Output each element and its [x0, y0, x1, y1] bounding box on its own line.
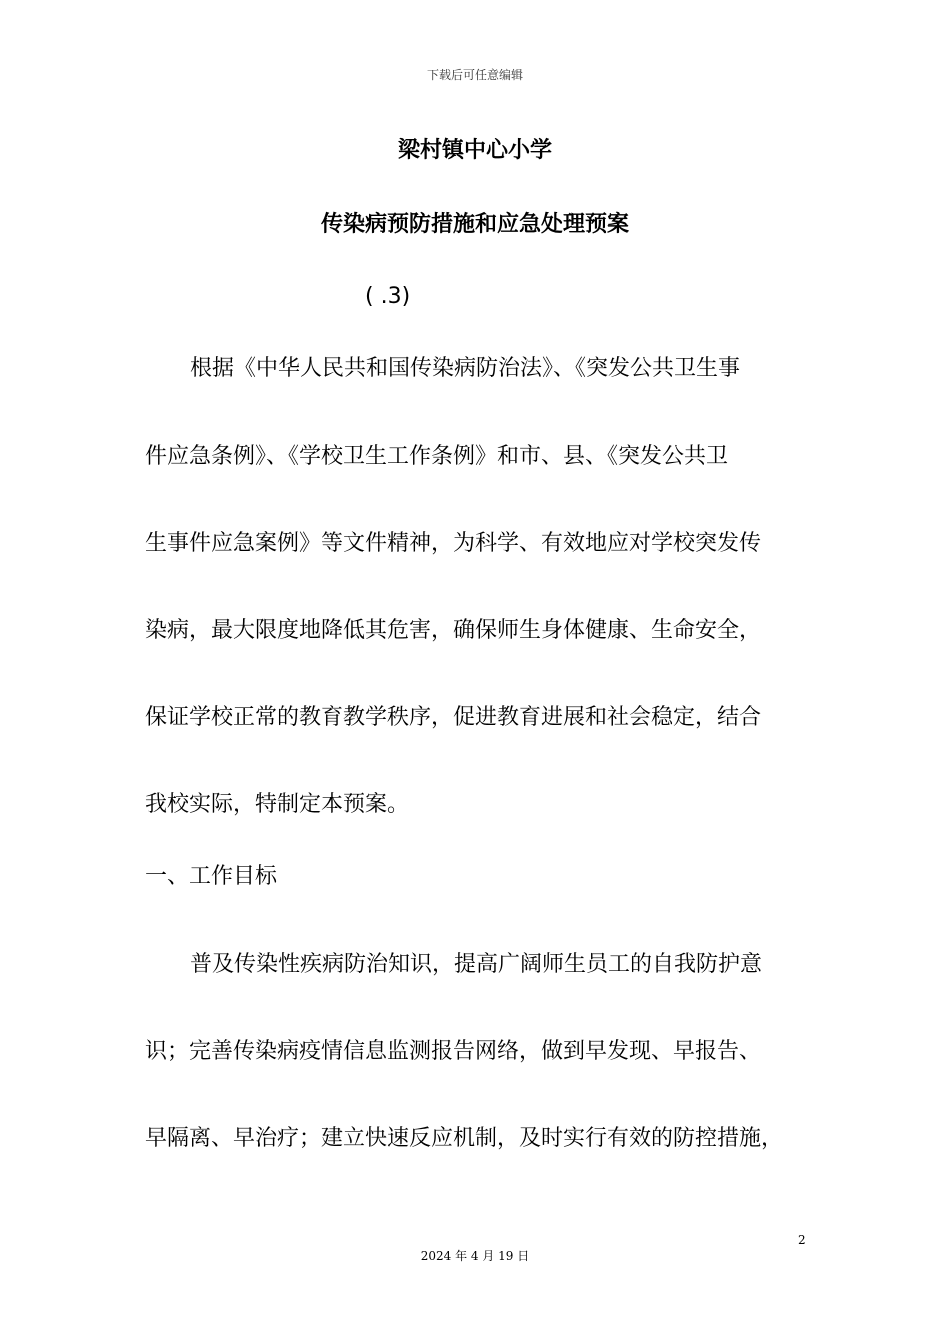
paragraph1-line-4: 染病，最大限度地降低其危害，确保师生身体健康、生命安全，: [145, 618, 762, 643]
paragraph1-line-5: 保证学校正常的教育教学秩序，促进教育进展和社会稳定，结合: [145, 705, 762, 730]
paragraph1-line-3: 生事件应急案例》等文件精神，为科学、有效地应对学校突发传: [145, 531, 762, 556]
footer-date: 2024 年 4 月 19 日: [420, 1249, 530, 1263]
paragraph1-line-1: 根据《中华人民共和国传染病防治法》、《突发公共卫生事: [190, 356, 741, 381]
paragraph1-line-2: 件应急条例》、《学校卫生工作条例》和市、县、《突发公共卫: [145, 444, 729, 469]
paragraph2-line-1: 普及传染性疾病防治知识，提高广阔师生员工的自我防护意: [190, 952, 763, 977]
document-title-plan: 传染病预防措施和应急处理预案: [320, 212, 629, 237]
paragraph2-line-3: 早隔离、早治疗；建立快速反应机制，及时实行有效的防控措施，: [145, 1126, 784, 1151]
page-header-note: 下载后可任意编辑: [426, 68, 523, 82]
section1-heading: 一、工作目标: [145, 864, 278, 889]
document-subtitle: ( .3): [365, 284, 411, 309]
paragraph2-line-2: 识；完善传染病疫情信息监测报告网络，做到早发现、早报告、: [145, 1039, 762, 1064]
paragraph1-line-6: 我校实际，特制定本预案。: [145, 792, 410, 817]
page-number: 2: [798, 1233, 806, 1247]
document-title-school: 梁村镇中心小学: [397, 138, 552, 163]
